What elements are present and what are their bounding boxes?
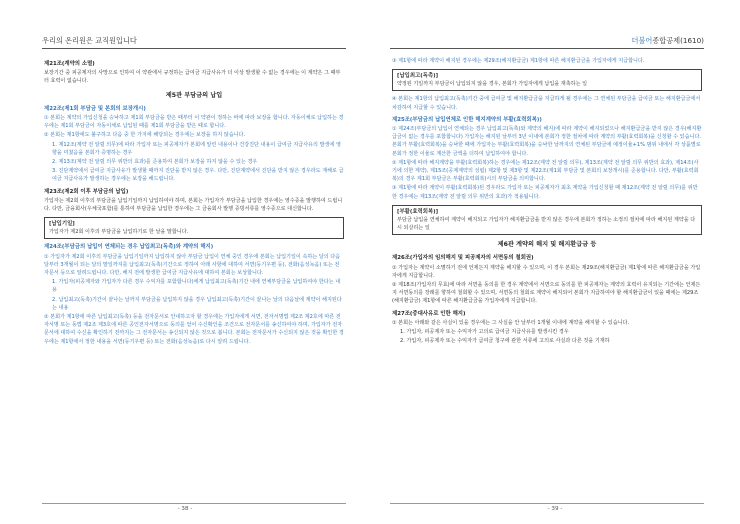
article-24-item-1: 1. 가입자(피공제자와 가입자가 다른 경우 수익자를 포함합니다)에게 납입최고(독촉)기간 내에 연체부담금을 납입하여야 한다는 내용: [52, 279, 341, 294]
left-page-content: [44, 56, 344, 346]
payment-reminder-box: [392, 69, 702, 91]
article-27-item-1: 1. 가입자, 피공제자 또는 수익자가 고의로 급여금 지급사유를 발생시킨 경우: [400, 329, 569, 336]
article-24-para-2: ② 본회가 제1항에 따른 납입최고(독촉) 등을 전자문서로 안내하고자 할 경우에는 가입자에게 서면, 전자서명법 제2조 제2호에 따른 전자서명 또는 동법 제2조 제3호에 따른 공인전자서명으로 동의를 얻어 수신확인을 조건으로 전자문서를 송신하여야 하며, 가입자가 전자문서에 대하여 수신을 확인하기 전까지는 그 전자문서는 송신되지 않은 것으로 봅니다. 본회는 전자문서가 수신되지 않은 것을 확인한 경우에는 제1항에서 정한 내용을 서면(등기우편 등) 또는 전화(음성녹음)로 다시 알려 드립니다.: [44, 314, 344, 345]
article-26-title: 제26조(가입자의 임의해지 및 피공제자의 서면동의 철회권): [392, 255, 534, 262]
article-27-item-2: 2. 가입자, 피공제자 또는 수익자가 급여금 청구에 관한 서류에 고의로 사실과 다른 것을 기재하: [400, 338, 610, 345]
article-27-title: 제27조(중대사유로 인한 해지): [392, 310, 466, 317]
right-page-header: [631, 36, 704, 46]
article-24-title: 제24조(부담금의 납입이 연체되는 경우 납입최고(독촉)와 계약의 해지): [44, 244, 214, 251]
article-24-para-1: ① 가입자가 제2회 이후의 부담금을 납입기일까지 납입하지 않아 부담금 납입이 연체 중인 경우에 본회는 납입기일이 속하는 달의 다음달부터 3개월이 되는 달의 말일까지를 납입최고(독촉)기간으로 정하여 아래 사항에 대하여 서면(등기우편 등), 전화(음성녹음) 또는 전자문서 등으로 알려드립니다. 다만, 해지 전에 발생한 급여금 지급사유에 대하여 본회는 보상합니다.: [44, 253, 341, 277]
article-22-title: 제22조(제1회 부담금 및 본회의 보장개시): [44, 105, 146, 112]
article-24-item-2: 2. 납입최고(독촉)기간이 끝나는 날까지 부담금을 납입하지 않을 경우 납입최고(독촉)기간이 끝나는 날의 다음날에 계약이 해지된다는 내용: [52, 296, 342, 311]
article-22-item-1: 1. 제12조(계약 전 알릴 의무)에 따라 가입자 또는 피공제자가 본회에 알린 내용이나 건강진단 내용이 급여금 지급사유의 발생에 영향을 미쳤음을 본회가 증명하는 경우: [52, 141, 341, 156]
article-22-item-3: 3. 진단계약에서 급여금 지급사유가 발생할 때까지 진단을 받지 않은 경우. 다만, 진단계약에서 진단을 받지 않은 경우라도 재해로 급여금 지급사유가 발생하는 경우에는 보장을 해드립니다.: [52, 168, 344, 183]
article-25-para-1: ① 제24조(부담금의 납입이 연체되는 경우 납입최고(독촉)와 계약의 해지)에 따라 계약이 해지되었으나 해지환급금을 받지 않은 경우(해지환급금이 없는 경우를 포함합니다) 가입자는 해지된 날부터 3년 이내에 본회가 정한 절차에 따라 계약의 부활(효력회복)을 신청할 수 있습니다. 본회가 부활(효력회복)을 승낙한 때에 가입자는 부활(효력회복)을 승낙한 날까지의 연체된 부담금에 예정이율+1% 범위 내에서 각 상품별로 본회가 정한 이율로 계산한 금액을 더하여 납입하여야 합니다.: [392, 126, 702, 157]
article-23-title: 제23조(제2회 이후 부담금의 납입): [44, 188, 129, 195]
article-24-para-4: ④ 본회는 제1항의 납입최고(독촉)기간 중에 급여금 및 해지환급금을 지급하게 될 경우에는 그 연체된 부담금을 급여금 또는 해지환급금에서 차감하여 지급할 수 있습니다.: [392, 96, 701, 111]
payment-date-box-text: 가입자가 제2회 이후의 부담금을 납입하기로 한 날을 말합니다.: [49, 229, 189, 236]
article-25-para-2: ② 제1항에 따라 해지계약을 부활(효력회복)하는 경우에는 제12조(계약 전 알릴 의무), 제13조(계약 전 알릴 의무 위반의 효과), 제14조(사기에 의한 계약), 제15조(공제계약의 성립) 제2항 및 제3항 및 제22조(제1회 부담금 및 본회의 보장개시)를 준용합니다. 다만, 부활(효력회복)의 경우 제1회 부담금은 부활(효력회복)시의 부담금을 의미합니다.: [392, 159, 699, 183]
article-21-text: 보장기간 중 피공제자의 사망으로 인하여 이 약관에서 규정하는 급여금 지급사유가 더 이상 발생할 수 없는 경우에는 이 계약은 그 때부터 효력이 없습니다.: [44, 70, 341, 85]
reinstatement-box: [392, 205, 702, 235]
right-header-rule: [390, 48, 704, 49]
right-page-content: [392, 56, 702, 345]
article-26-para-1: ① 가입자는 계약이 소멸하기 전에 언제든지 계약을 해지할 수 있으며, 이 경우 본회는 제29조(해지환급금) 제1항에 따른 해지환급금을 가입자에게 지급합니다.: [392, 264, 701, 279]
right-page-number: - 39 -: [547, 506, 563, 512]
article-22-para-1: ① 본회는 계약의 가입신청을 승낙하고 제1회 부담금을 받은 때부터 이 약관이 정하는 바에 따라 보장을 합니다. 자동이체로 납입하는 경우에는 제1회 부담금이 자동이체로 납입된 때를 제1회 부담금을 받은 때로 합니다.: [44, 115, 344, 130]
left-footer-rule: [42, 503, 346, 504]
left-page-number: - 38 -: [177, 506, 193, 512]
section-6-heading: 제6관 계약의 해지 및 해지환급금 등: [497, 241, 597, 249]
article-22-item-2: 2. 제13조(계약 전 알릴 의무 위반의 효과)를 준용하여 본회가 보장을 하지 않을 수 있는 경우: [52, 159, 258, 166]
payment-date-box: [44, 217, 344, 239]
article-27-para-1: ① 본회는 아래와 같은 사실이 있을 경우에는 그 사실을 안 날부터 1개월 이내에 계약을 해지할 수 있습니다.: [392, 319, 630, 326]
payment-date-box-title: [납입기일]: [49, 221, 75, 228]
section-5-heading: 제5관 부담금의 납입: [165, 91, 223, 99]
right-page: [370, 0, 740, 524]
reinstatement-box-text: 부담금 납입을 연체하여 계약이 해지되고 가입자가 해지환급금을 받지 않은 경우에 본회가 정하는 소정의 절차에 따라 해지된 계약을 다시 되살리는 일: [397, 216, 696, 232]
right-footer-rule: [390, 503, 704, 504]
left-page-header: 우리의 온리원은 교직원입니다: [42, 36, 137, 45]
article-24-para-3: ③ 제1항에 따라 계약이 해지된 경우에는 제29조(해지환급금) 제1항에 따른 해지환급금을 가입자에게 지급합니다.: [392, 58, 645, 64]
article-26-para-2: ② 제18조(가입자의 무효)에 따라 서면을 동의를 한 경우 계약에서 서면으로 동의를 한 피공제자는 계약의 효력이 유지되는 기간에는 언제든지 서면동의를 장래를 향하여 철회할 수 있으며, 서면동의 철회로 계약이 해지되어 본회가 지급하여야 할 해지환급금이 있을 때에는 제29조(해지환급금) 제1항에 따른 해지환급금을 가입자에게 지급합니다.: [392, 282, 701, 305]
reinstatement-box-title: [부활(효력회복)]: [397, 208, 439, 215]
article-22-para-2: ② 본회는 제1항에도 불구하고 다음 중 한 가지에 해당되는 경우에는 보장을 하지 않습니다.: [44, 132, 246, 139]
right-header-highlight: 더불어: [631, 36, 653, 45]
payment-reminder-box-text: 약정된 기일까지 부담금이 납입되지 않을 경우, 본회가 가입자에게 납입을 재촉하는 일: [397, 81, 588, 88]
payment-reminder-box-title: [납입최고(독촉)]: [397, 73, 439, 80]
article-25-title: 제25조(부담금의 납입연체로 인한 해지계약의 부활(효력회복)): [392, 116, 542, 123]
article-23-text: 가입자는 제2회 이후의 부담금을 납입기일까지 납입하여야 하며, 본회는 가입자가 부담금을 납입한 경우에는 영수증을 발행하여 드립니다. 다만, 금융회사(우체국포함)를 통하여 부담금을 납입한 경우에는 그 금융회사 발행 증빙서류를 영수증으로 대신합니다.: [44, 197, 343, 213]
left-header-rule: [42, 48, 346, 49]
article-21-title: 제21조(계약의 소멸): [44, 61, 95, 67]
article-25-para-3: ③ 제1항에 따라 계약이 부활(효력회복)된 경우라도 가입자 또는 피공제자가 최초 계약을 가입신청할 때 제12조(계약 전 알릴 의무)를 위반한 경우에는 제13조(계약 전 알릴 의무 위반의 효과)가 적용됩니다.: [392, 185, 698, 200]
right-header-text: 종합공제(1610): [652, 36, 704, 45]
